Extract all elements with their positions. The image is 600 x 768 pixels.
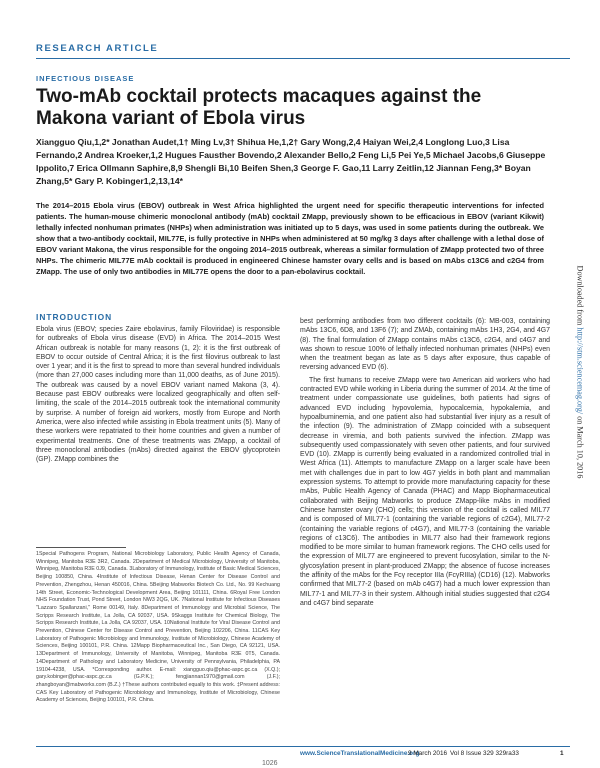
- footnote-rule: [36, 547, 126, 548]
- paragraph: best performing antibodies from two different cocktails (6): MB-003, containing mAbs 13C6, 6D8, and 13F6 (7); and ZMAb, containing mAbs 1H3, 2G4, and 4G7 (8). The final formulation of ZMapp contains mAbs c13C6, c2G4, and c4G7 and was shown to rescue 100% of lethally infected nonhuman primates (NHPs) even when the treatment began as late as 5 days after exposure, thus capable of reversing advanced EVD (6).: [300, 318, 550, 372]
- author-list: Xiangguo Qiu,1,2* Jonathan Audet,1† Ming Lv,3† Shihua He,1,2† Gary Wong,2,4 Haiyan Wei,2,4 Longlong Luo,3 Lisa Fernando,2 Andrea Kroeker,1,2 Hugues Fausther Bovendo,2 Alexander Bello,2 Feng Li,5 Pei Ye,5 Michael Jacobs,6 Giuseppe Ippolito,7 Erica Ollmann Saphire,8,9 Shengli Bi,10 Beifen Shen,3 George F. Gao,11 Larry Zeitlin,12 Jiannan Feng,3* Boyan Zhang,5* Gary P. Kobinger1,2,13,14*: [36, 137, 546, 186]
- download-notice: [576, 266, 585, 479]
- download-link[interactable]: http://stm.sciencemag.org/: [575, 327, 585, 415]
- right-column: [300, 317, 550, 611]
- issue-date: 9 March 2016: [408, 750, 448, 757]
- section-label: RESEARCH ARTICLE: [36, 43, 159, 54]
- article-title: Two-mAb cocktail protects macaques against the Makona variant of Ebola virus: [36, 86, 482, 129]
- download-prefix: Downloaded from: [575, 265, 585, 326]
- affiliations-footnotes: 1Special Pathogens Program, National Microbiology Laboratory, Public Health Agency of Canada, Winnipeg, Manitoba R3E 3R2, Canada. 2Department of Medical Microbiology, University of Manitoba, Winnipeg, Manitoba R3E 0J9, Canada. 3Laboratory of Immunology, Institute of Basic Medical Sciences, Beijing 100850, China. 4Institute of Infectious Disease, Henan Center for Disease Control and Prevention, Zhengzhou, Henan 450016, China. 5Beijing Mabworks Biotech Co. Ltd., No. 99 Kechuang 14th Street, Economic-Technological Development Area, Beijing 101111, China. 6Royal Free London NHS Foundation Trust, Pond Street, London NW3 2QG, UK. 7National Institute for Infectious Diseases "Lazzaro Spallanzani," Rome 00149, Italy. 8Department of Immunology and Microbial Science, The Scripps Research Institute, La Jolla, CA 92037, USA. 9Skaggs Institute for Chemical Biology, The Scripps Research Institute, La Jolla, CA 92037, USA. 10National Institute for Viral Disease Control and Prevention, Chinese Center for Disease Control and Prevention, Beijing 102206, China. 11CAS Key Laboratory of Pathogenic Microbiology and Immunology, Institute of Microbiology, Chinese Academy of Sciences, Beijing 100101, P.R. China. 12Mapp Biopharmaceutical Inc., San Diego, CA 92121, USA. 13Department of Immunology, University of Manitoba, Winnipeg, Manitoba R3E 0T5, Canada. 14Department of Pathology and Laboratory Medicine, University of Pennsylvania, Philadelphia, PA 19104-4238, USA. *Corresponding author. E-mail: xiangguo.qiu@phac-aspc.gc.ca (X.Q.); gary.kobinger@phac-aspc.gc.ca (G.P.K.); fengjiannan1970@gmail.com (J.F.); zhangboyan@mabworks.com (B.Z.) †These authors contributed equally to this work. ‡Present address: CAS Key Laboratory of Pathogenic Microbiology and Immunology, Institute of Microbiology, Chinese Academy of Sciences, Beijing 100101, P.R. China.: [36, 551, 280, 704]
- paragraph: Ebola virus (EBOV; species Zaire ebolavirus, family Filoviridae) is responsible for outbreaks of Ebola virus disease (EVD) in Africa. The 2014–2015 West African outbreak is notable for many reasons (1, 2): it is the first outbreak of EBOV to occur outside of Central Africa; it is the first filovirus outbreak to last over 1 year; and it is the first to spread to more than several hundred individuals (more than 27,000 cases including more than 11,000 deaths, as of June 2015). The outbreak was caused by a novel EBOV variant named Makona (3, 4). Because past EBOV outbreaks were localized geographically and often self-limiting, the scale of the 2014–2015 outbreak took the international community by surprise. A number of foreign aid workers, mostly from Europe and North America, were also infected while assisting in Ebola treatment units (5). Many of these workers were repatriated to their home countries and given a number of experimental treatments. One of these treatments was ZMapp, a cocktail of three monoclonal antibodies (mAbs) directed against the EBOV glycoprotein (GP). ZMapp combines the: [36, 326, 280, 464]
- download-sidebar: [568, 212, 592, 532]
- header-rule: [36, 58, 570, 59]
- journal-url[interactable]: www.ScienceTranslationalMedicine.org: [300, 750, 420, 757]
- volume-info: Vol 8 Issue 329 329ra33: [450, 750, 519, 757]
- footer-rule: [36, 746, 570, 747]
- intro-heading: INTRODUCTION: [36, 312, 113, 322]
- left-column: [36, 325, 280, 467]
- scan-page-marker: 1026: [262, 760, 278, 767]
- download-suffix: on March 10, 2016: [575, 416, 585, 479]
- page-number: 1: [560, 750, 564, 757]
- paragraph: The first humans to receive ZMapp were two American aid workers who had contracted EVD while working in Liberia during the summer of 2014. At the time of treatment under compassionate use guidelines, both patients had signs of advanced EVD including hypovolemia, hypocalcemia, hypokalemia, and hypoalbuminemia, and one patient also had substantial liver injury as a result of the infection (9). The administration of ZMapp coincided with a subsequent decrease in viremia, and both patients survived the infection. ZMapp was subsequently used compassionately with seven other patients, and four survived EVD (10). ZMapp is currently being evaluated in a randomized controlled trial in West Africa (11). Attempts to manufacture ZMapp on a larger scale have been met with challenges due in part to low 4G7 yields in both plant and mammalian expression systems. To attempt to provide more manufacturing capacity for these mAbs, Public Health Agency of Canada (PHAC) and Mapp Biopharmaceutical collaborated with Beijing Mabworks to produce ZMapp-like mAbs in modified Chinese hamster ovary (CHO) cells; this version of the cocktail is called MIL77 and is composed of MIL77-1 (containing the variable regions of c2G4), MIL77-2 (containing the variable regions of c4G7), and MIL77-3 (containing the variable regions of c13C6). The antibodies in MIL77 also had their framework regions modified to be more similar to human framework regions. The CHO cells used for the expression of MIL77 are engineered to prevent fucosylation, similar to the N-glycosylation present in plant-produced ZMapp; the absence of fucose increases the affinity of the mAbs for the Fcγ receptor IIIa (FcγRIIIa) (CD16) (12). Mabworks confirmed that MIL77-2 (based on mAb c4G7) had a much lower expression than MIL77-1 and MIL77-3 in their system. Although initial studies suggested that c2G4 and c4G7 bind separate: [300, 376, 550, 607]
- category-label: INFECTIOUS DISEASE: [36, 74, 135, 83]
- abstract: The 2014–2015 Ebola virus (EBOV) outbreak in West Africa highlighted the urgent need for specific therapeutic interventions for infected patients. The human-mouse chimeric monoclonal antibody (mAb) cocktail ZMapp, previously shown to be efficacious in EBOV (variant Kikwit) lethally infected nonhuman primates (NHPs) when administration was initiated up to 5 days, was used in some patients during the outbreak. We show that a two-antibody cocktail, MIL77E, is fully protective in NHPs when administered at 50 mg/kg 3 days after challenge with a lethal dose of EBOV variant Makona, the virus responsible for the ongoing 2014–2015 outbreak, whereas a similar formulation of ZMapp protected two of three NHPs. The chimeric MIL77E mAb cocktail is produced in engineered Chinese hamster ovary cells and is based on mAbs c13C6 and c2G4 from ZMapp. The use of only two antibodies in MIL77E opens the door to a pan-ebolavirus cocktail.: [36, 201, 544, 276]
